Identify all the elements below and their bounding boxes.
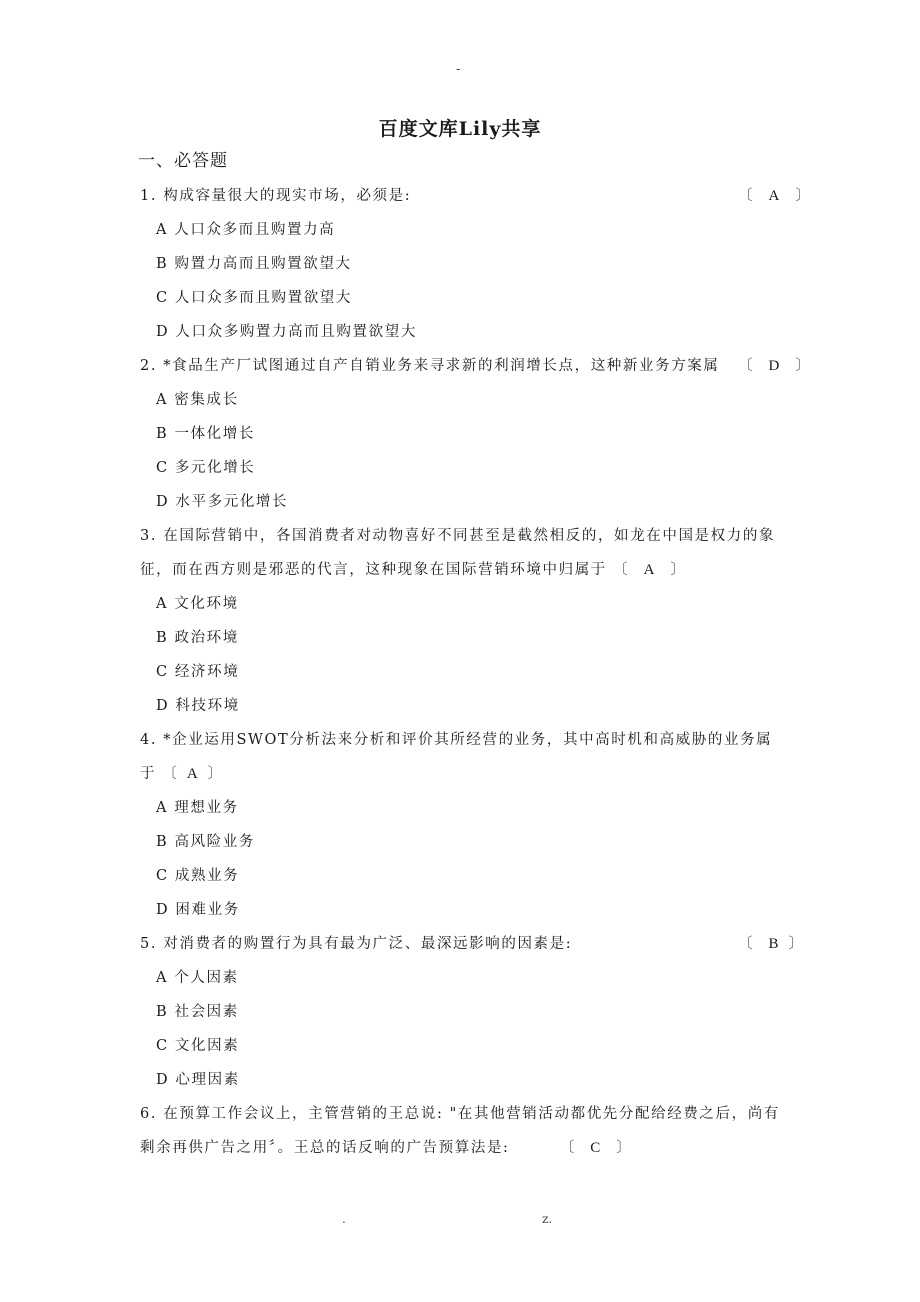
question-6-continued [0,1134,920,1168]
option: D 心理因素 [156,1072,240,1088]
header-mark: - [456,62,461,77]
option: A 个人因素 [156,970,239,986]
question-text: 征，而在西方则是邪恶的代言，这种现象在国际营销环境中归属于 [140,562,607,578]
question-6 [0,1100,920,1134]
answer-letter: A [768,188,780,204]
question-2 [0,352,920,386]
answer-letter: A [643,562,655,578]
option: C 文化因素 [156,1038,240,1054]
question-5 [0,930,920,964]
question-4-continued [0,760,920,794]
option: B 购置力高而且购置欲望大 [156,256,352,272]
answer-letter: A [186,766,198,782]
answer-bracket: 〔 D 〕 [738,352,810,380]
question-text: 6. 在预算工作会议上，主管营销的王总说: "在其他营销活动都优先分配给经费之后，尚有 [140,1106,780,1122]
question-text: 4. *企业运用SWOT分析法来分析和评价其所经营的业务，其中高时机和高威胁的业务属 [140,732,773,748]
answer-bracket: 〔 A 〕 [613,562,685,578]
answer-bracket: 〔 A 〕 [162,766,222,782]
option: A 密集成长 [156,392,239,408]
option: A 文化环境 [156,596,239,612]
option: A 理想业务 [156,800,239,816]
answer-letter: C [590,1140,601,1156]
question-text: 1. 构成容量很大的现实市场，必须是: [140,188,412,204]
option: A 人口众多而且购置力高 [156,222,336,238]
option: B 高风险业务 [156,834,255,850]
question-text: 于 [140,766,157,782]
footer-left-mark: . [342,1212,346,1226]
question-3 [0,522,920,556]
answer-bracket: 〔 A 〕 [738,182,810,210]
question-text: 5. 对消费者的购置行为具有最为广泛、最深远影响的因素是: [140,936,573,952]
answer-letter: B [768,936,779,952]
option: B 政治环境 [156,630,239,646]
option: B 一体化增长 [156,426,255,442]
question-list [0,182,920,1168]
option: D 人口众多购置力高而且购置欲望大 [156,324,417,340]
question-4 [0,726,920,760]
question-text: 3. 在国际营销中，各国消费者对动物喜好不同甚至是截然相反的，如龙在中国是权力的象 [140,528,776,544]
option: D 困难业务 [156,902,240,918]
option: C 成熟业务 [156,868,240,884]
question-text: 2. *食品生产厂试图通过自产自销业务来寻求新的利润增长点，这种新业务方案属 [140,358,720,374]
question-3-continued [0,556,920,590]
question-text: 剩余再供广告之用〞。王总的话反响的广告预算法是: [140,1140,510,1156]
option: C 经济环境 [156,664,240,680]
footer-right-mark: z. [542,1212,553,1226]
option: C 人口众多而且购置欲望大 [156,290,353,306]
option: D 科技环境 [156,698,240,714]
option: D 水平多元化增长 [156,494,289,510]
option: C 多元化增长 [156,460,256,476]
answer-bracket: 〔 B 〕 [738,930,803,958]
section-heading: 一、必答题 [138,151,228,171]
option: B 社会因素 [156,1004,239,1020]
answer-letter: D [768,358,780,374]
answer-bracket: 〔 C 〕 [560,1140,631,1156]
question-1 [0,182,920,216]
document-title: 百度文库Lily共享 [378,118,542,140]
